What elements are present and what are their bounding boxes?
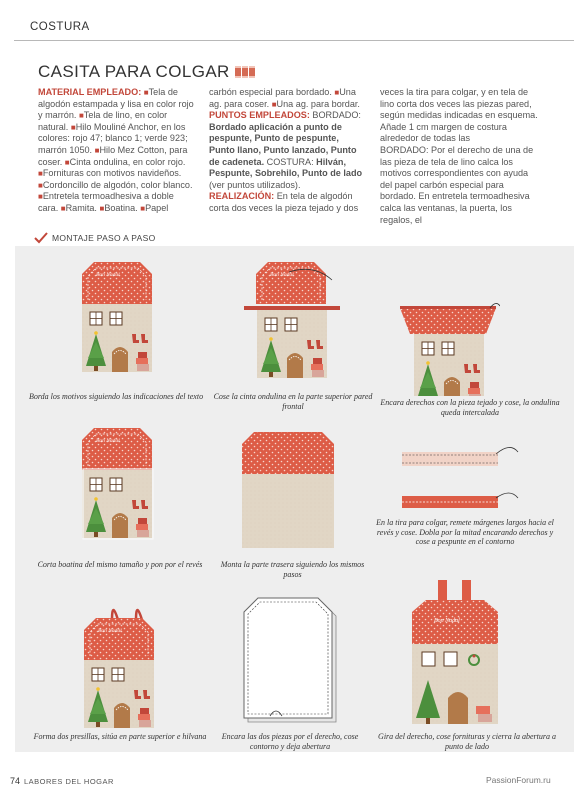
step-6-caption: En la tira para colgar, remete márgenes largos hacia el revés y cose. Dobla por la mitad encarando derechos y cose a pespunte en el contorno (376, 518, 554, 547)
step-9-caption: Gira del derecho, cose fornituras y cierra la abertura a punto de lado (378, 732, 556, 751)
bullet-square-icon: ■ (94, 145, 100, 155)
bullet-square-icon: ■ (60, 203, 66, 213)
step-1-caption: Borda los motivos siguiendo las indicaciones del texto (28, 392, 204, 401)
page-number: 74 (10, 776, 21, 786)
realizacion-text: En tela de algodón corta dos veces la pieza tejado y dos (209, 191, 359, 213)
roof-shape (256, 262, 326, 304)
step-6-illustration (400, 438, 520, 518)
bullet-square-icon: ■ (140, 203, 146, 213)
material-item: Entretela termoadhesiva a doble cara. (38, 191, 174, 213)
page-title: CASITA PARA COLGAR (38, 62, 230, 81)
bullet-square-icon: ■ (78, 111, 84, 121)
costura-stitches: Hilván, Pespunte, Sobrehilo, Punto de lado (209, 156, 363, 179)
roof-shape (84, 618, 154, 660)
material-item: Tela de algodón estampada y lisa en color rojo y marrón. (38, 87, 194, 121)
house-greeting: Bon Nadal (434, 618, 460, 624)
checkmark-icon (34, 232, 48, 244)
text-column-1 (38, 87, 196, 215)
montaje-label: MONTAJE PASO A PASO (52, 233, 156, 243)
bullet-square-icon: ■ (334, 88, 340, 97)
step-7-caption: Forma dos presillas, sitúa en parte superior e hilvana (33, 732, 207, 741)
material-item: Cordoncillo de algodón, color blanco. (42, 179, 193, 190)
roof-shape (82, 428, 152, 470)
section-label: COSTURA (30, 21, 90, 33)
step-1-illustration (72, 256, 162, 384)
costura-note: (ver puntos utilizados). (209, 179, 301, 190)
house-facade (257, 310, 327, 378)
house-facade (82, 470, 152, 538)
bullet-square-icon: ■ (38, 192, 43, 202)
material-item: Una ag. para bordar. (276, 98, 360, 109)
house-facade (414, 334, 484, 396)
montaje-heading (34, 232, 155, 244)
bordado-stitches: Bordado aplicación a punto de pespunte, Punto de pespunte, Punto llano, Punto lanzado, Punto de cadeneta. (209, 121, 357, 167)
puntos-label: PUNTOS EMPLEADOS: (209, 110, 310, 121)
title-ribbon-icon (235, 66, 255, 78)
roof-shape (82, 262, 152, 304)
step-9-illustration (400, 576, 510, 728)
step-8-caption: Encara las dos piezas por el derecho, cose contorno y deja abertura (221, 732, 359, 751)
bullet-square-icon: ■ (99, 203, 105, 213)
bullet-square-icon: ■ (271, 99, 277, 109)
step-8-illustration (240, 594, 345, 728)
realizacion-continued: veces la tira para colgar, y en tela de lino corta dos veces las piezas pared, según medidas indicadas en esquema. Añade 1 cm margen de costura alrededor de todas las (380, 87, 538, 144)
material-item: Tela de lino, en color natural. (38, 110, 168, 132)
title-row (38, 62, 255, 82)
material-item: Papel (145, 202, 169, 213)
steps-panel (15, 246, 574, 752)
material-item: Hilo Mez Cotton, para coser. (38, 144, 188, 167)
magazine-name: LABORES DEL HOGAR (24, 777, 114, 786)
material-item: Hilo Mouliné Anchor, en los colores: rojo 47; blanco 1; verde 923; marrón 1050. (38, 121, 188, 155)
step-4-illustration (72, 422, 162, 557)
realizacion-label: REALIZACIÓN: (209, 191, 275, 202)
step-3-illustration (400, 296, 500, 396)
house-facade (82, 304, 152, 372)
house-greeting: Bon Nadal (270, 272, 294, 278)
header-rule (14, 40, 574, 41)
bullet-square-icon: ■ (38, 180, 43, 190)
material-label: MATERIAL EMPLEADO: (38, 87, 142, 97)
step-7-illustration (70, 598, 170, 728)
material-item: Boatina. (104, 202, 138, 213)
bordado-label: BORDADO: (312, 110, 361, 121)
material-item: Una ag. para coser. (209, 87, 356, 109)
bordado-instructions: BORDADO: Por el derecho de una de las pieza de tela de lino calca los motivos correspondientes con ayuda del papel carbón especial para bordado. En entretela termoadhesiva calca las ventanas, la puerta, los regalos, el (380, 144, 534, 225)
material-item: Fornituras con motivos navideños. (42, 168, 182, 179)
material-item: Ramita. (65, 202, 97, 213)
costura-label: COSTURA: (266, 156, 314, 167)
bullet-square-icon: ■ (38, 169, 43, 179)
text-column-3 (380, 87, 540, 226)
watermark: PassionForum.ru (486, 775, 551, 785)
house-facade (84, 660, 154, 728)
step-3-caption: Encara derechos con la pieza tejado y cose, la ondulina queda intercalada (380, 398, 560, 417)
step-4-caption: Corta boatina del mismo tamaño y pon por el revés (37, 560, 203, 569)
bullet-square-icon: ■ (64, 157, 70, 167)
house-greeting: Bon Nadal (96, 438, 120, 444)
step-5-illustration (238, 430, 338, 552)
material-item: carbón especial para bordado. (209, 87, 332, 97)
bullet-square-icon: ■ (143, 88, 149, 97)
step-2-illustration (238, 256, 346, 384)
step-5-caption: Monta la parte trasera siguiendo los mismos pasos (220, 560, 365, 579)
material-item: Cinta ondulina, en color rojo. (69, 156, 186, 167)
bullet-square-icon: ■ (70, 122, 76, 132)
text-column-2 (209, 87, 367, 215)
house-greeting: Bon Nadal (98, 628, 122, 634)
house-greeting: Bon Nadal (96, 272, 120, 278)
step-2-caption: Cose la cinta ondulina en la parte superior pared frontal (213, 392, 373, 411)
article-text (38, 87, 538, 224)
